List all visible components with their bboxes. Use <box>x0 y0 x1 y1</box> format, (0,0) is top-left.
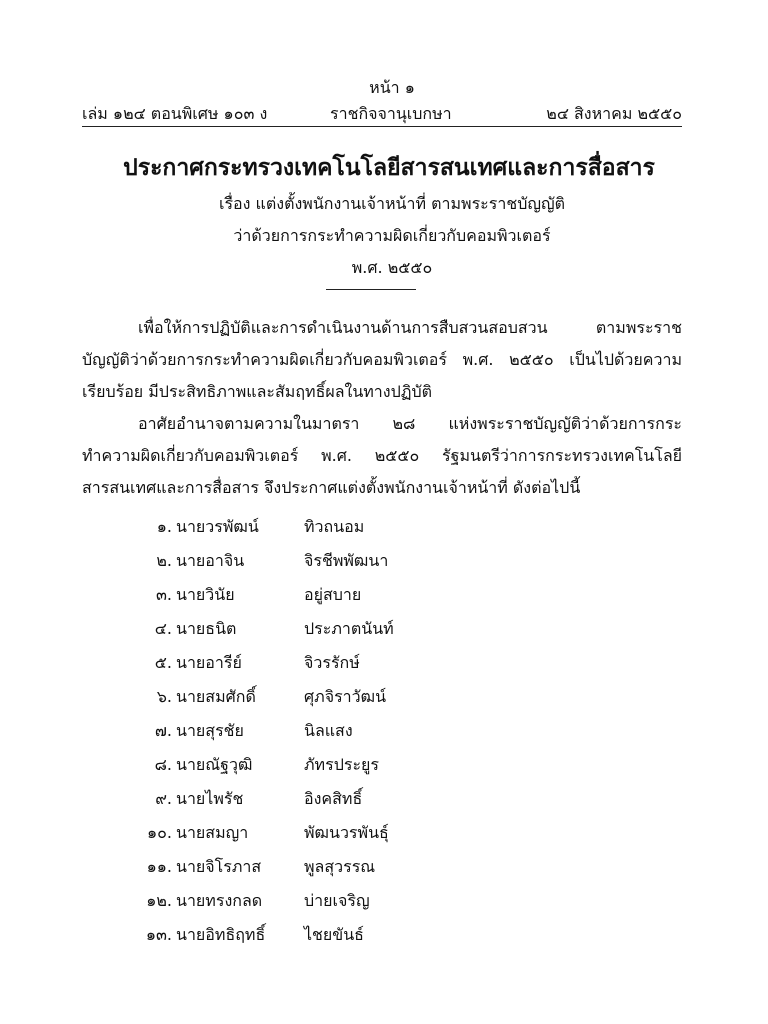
officer-row <box>100 544 500 578</box>
officer-first-name: นายอิทธิฤทธิ์ <box>176 925 266 944</box>
officer-last-name: ไชยขันธ์ <box>304 925 364 944</box>
gazette-header <box>82 102 682 124</box>
officer-number: ๘. <box>154 755 172 774</box>
officer-row <box>100 646 500 680</box>
officer-first-name: นายวรพัฒน์ <box>176 517 259 536</box>
officer-first-name: นายสมญา <box>176 823 249 842</box>
officer-row <box>100 918 500 952</box>
officer-last-name: นิลแสง <box>304 721 353 740</box>
officer-last-name: อยู่สบาย <box>304 585 362 604</box>
header-divider <box>82 126 682 127</box>
officer-number: ๔. <box>154 619 172 638</box>
officer-number: ๖. <box>156 687 172 706</box>
officer-first-name: นายจิโรภาส <box>176 857 262 876</box>
officer-number: ๑๑. <box>146 857 172 876</box>
officer-row <box>100 510 500 544</box>
officer-row <box>100 782 500 816</box>
officer-last-name: ภัทรประยูร <box>304 755 379 774</box>
officer-first-name: นายณัฐวุฒิ <box>176 755 253 774</box>
officer-first-name: นายไพรัช <box>176 789 244 808</box>
officer-last-name: บ่ายเจริญ <box>304 891 370 910</box>
officer-row <box>100 612 500 646</box>
officer-number: ๙. <box>155 789 172 808</box>
publication-name: ราชกิจจานุเบกษา <box>330 104 452 123</box>
subject-year: พ.ศ. ๒๕๕๐ <box>351 258 433 277</box>
title-divider <box>326 289 416 290</box>
officer-last-name: จิวรรักษ์ <box>304 653 360 672</box>
paragraph-purpose-text: เพื่อให้การปฏิบัติและการดำเนินงานด้านการสืบสวนสอบสวน ตามพระราชบัญญัติว่าด้วยการกระทำความผิดเกี่ยวกับคอมพิวเตอร์ พ.ศ. ๒๕๕๐ เป็นไปด้วยความเรียบร้อย มีประสิทธิภาพและสัมฤทธิ์ผลในทางปฏิบัติ <box>82 318 682 401</box>
subject-line-1: เรื่อง แต่งตั้งพนักงานเจ้าหน้าที่ ตามพระราชบัญญัติ <box>218 194 566 213</box>
subject-line-2: ว่าด้วยการกระทำความผิดเกี่ยวกับคอมพิวเตอร์ <box>233 226 551 245</box>
officer-number: ๑๐. <box>146 823 172 842</box>
officer-number: ๑๓. <box>145 925 172 944</box>
officer-row <box>100 850 500 884</box>
page-number: หน้า ๑ <box>369 78 415 97</box>
officer-last-name: ประภาตนันท์ <box>304 619 394 638</box>
volume-issue: เล่ม ๑๒๔ ตอนพิเศษ ๑๐๓ ง <box>82 104 268 123</box>
officer-row <box>100 680 500 714</box>
officer-number: ๑. <box>156 517 172 536</box>
announcement-title: ประกาศกระทรวงเทคโนโลยีสารสนเทศและการสื่อสาร <box>123 154 655 181</box>
officer-first-name: นายทรงกลด <box>176 891 263 910</box>
officer-row <box>100 816 500 850</box>
officer-first-name: นายสุรชัย <box>176 721 244 740</box>
officer-last-name: พูลสุวรรณ <box>304 857 376 876</box>
officer-first-name: นายสมศักดิ์ <box>176 687 256 706</box>
officer-number: ๕. <box>154 653 172 672</box>
officer-number: ๒. <box>156 551 172 570</box>
officer-last-name: ศุภจิราวัฒน์ <box>304 687 387 706</box>
officer-number: ๗. <box>154 721 172 740</box>
officer-first-name: นายอารีย์ <box>176 653 242 672</box>
officer-number: ๑๒. <box>146 891 172 910</box>
officer-last-name: อิงคสิทธิ์ <box>304 789 363 808</box>
officer-last-name: พัฒนวรพันธุ์ <box>304 823 389 842</box>
officer-first-name: นายอาจิน <box>176 551 245 570</box>
officer-last-name: จิรชีพพัฒนา <box>304 551 389 570</box>
paragraph-authority <box>82 408 682 504</box>
publication-date: ๒๔ สิงหาคม ๒๕๕๐ <box>546 104 682 123</box>
officer-row <box>100 748 500 782</box>
officer-list <box>100 510 500 952</box>
paragraph-authority-text: อาศัยอำนาจตามความในมาตรา ๒๘ แห่งพระราชบัญญัติว่าด้วยการกระทำความผิดเกี่ยวกับคอมพิวเตอร์ พ.ศ. ๒๕๕๐ รัฐมนตรีว่าการกระทรวงเทคโนโลยีสารสนเทศและการสื่อสาร จึงประกาศแต่งตั้งพนักงานเจ้าหน้าที่ ดังต่อไปนี้ <box>82 414 682 497</box>
paragraph-purpose <box>82 312 682 408</box>
officer-row <box>100 714 500 748</box>
officer-first-name: นายธนิต <box>176 619 237 638</box>
officer-first-name: นายวินัย <box>176 585 235 604</box>
officer-number: ๓. <box>155 585 172 604</box>
officer-row <box>100 884 500 918</box>
officer-row <box>100 578 500 612</box>
officer-last-name: ทิวถนอม <box>304 517 365 536</box>
